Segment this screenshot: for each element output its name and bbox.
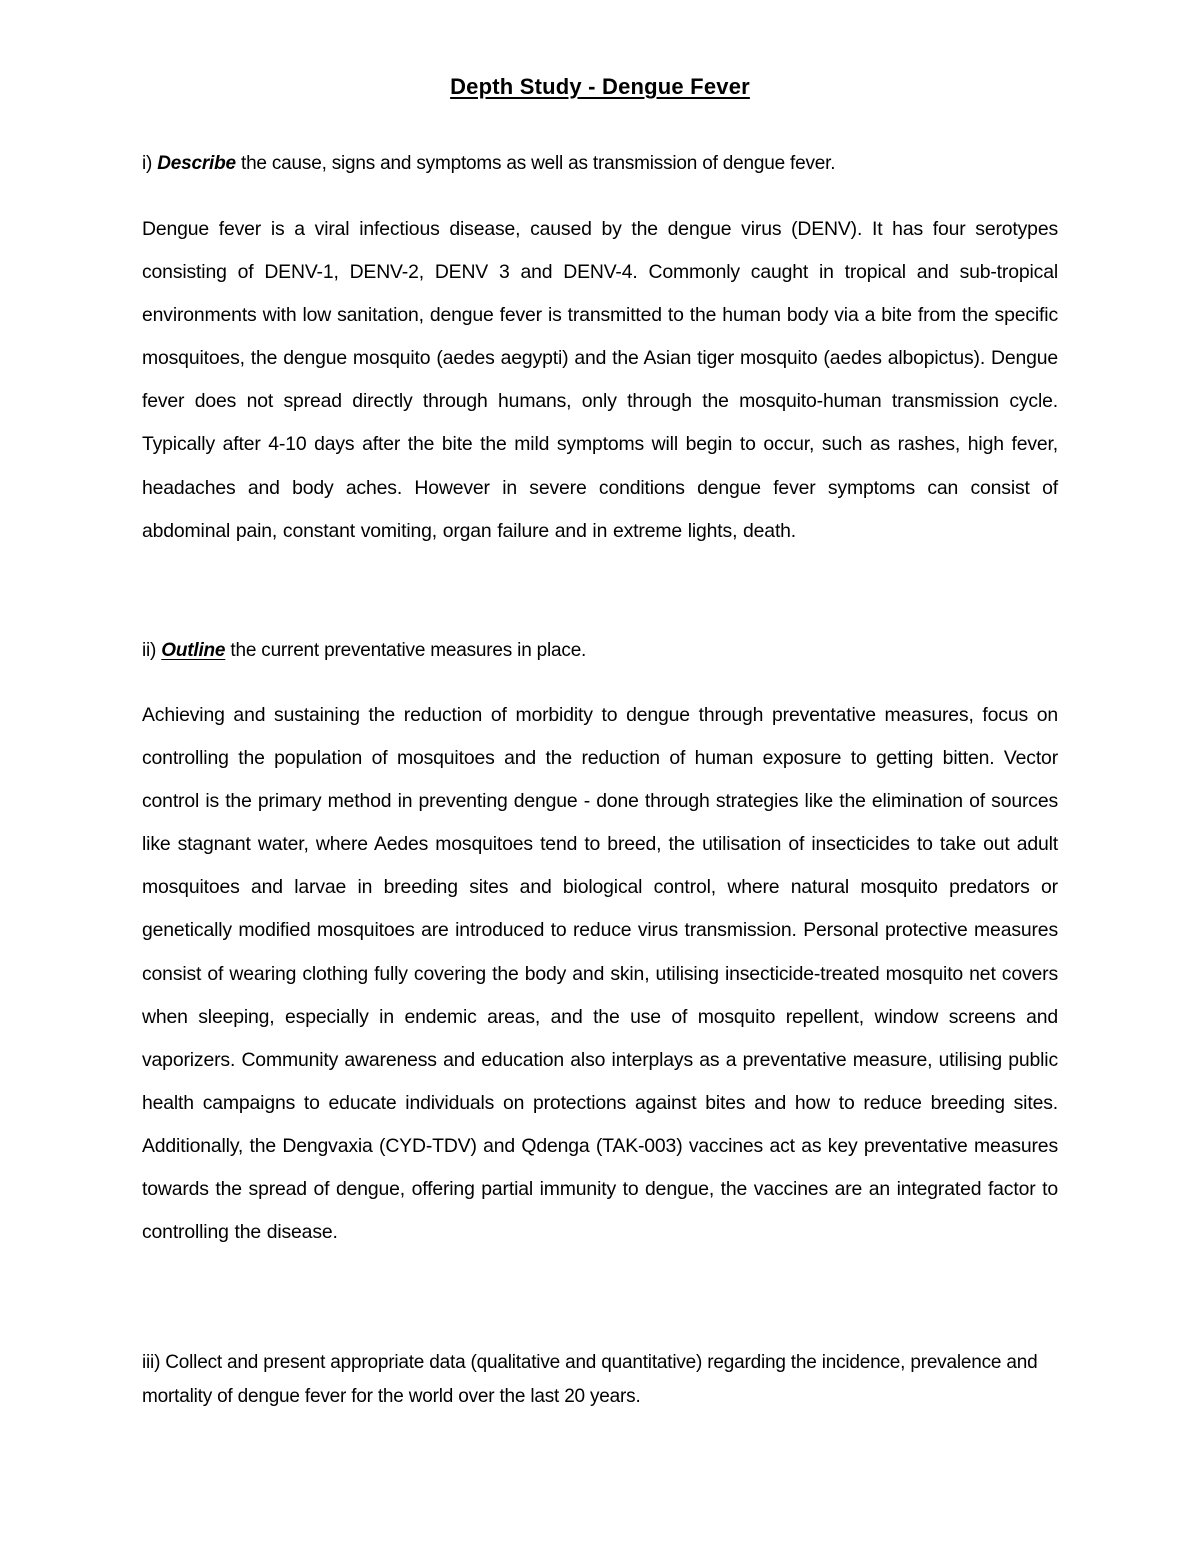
- question-1-number: i): [142, 153, 158, 174]
- question-2: [142, 634, 1062, 668]
- answer-1-paragraph: Dengue fever is a viral infectious disease, caused by the dengue virus (DENV). It has four serotypes consisting of DENV-1, DENV-2, DENV 3 and DENV-4. Commonly caught in tropical and sub-tropical environments with low sanitation, dengue fever is transmitted to the human body via a bite from the specific mosquitoes, the dengue mosquito (aedes aegypti) and the Asian tiger mosquito (aedes albopictus). Dengue fever does not spread directly through humans, only through the mosquito-human transmission cycle. Typically after 4-10 days after the bite the mild symptoms will begin to occur, such as rashes, high fever, headaches and body aches. However in severe conditions dengue fever symptoms can consist of abdominal pain, constant vomiting, organ failure and in extreme lights, death.: [142, 218, 1058, 542]
- question-2-keyword: Outline: [161, 640, 226, 661]
- question-2-text: the current preventative measures in place.: [225, 640, 587, 661]
- question-1-keyword: Describe: [157, 153, 236, 174]
- question-1-text: the cause, signs and symptoms as well as transmission of dengue fever.: [235, 153, 836, 174]
- question-2-number: ii): [142, 640, 162, 661]
- question-3: iii) Collect and present appropriate data (qualitative and quantitative) regarding the incidence, prevalence and mortality of dengue fever for the world over the last 20 years.: [142, 1352, 1038, 1407]
- page-title: Depth Study - Dengue Fever: [450, 74, 750, 99]
- answer-2-paragraph: Achieving and sustaining the reduction of morbidity to dengue through preventative measures, focus on controlling the population of mosquitoes and the reduction of human exposure to getting bitten. Vector control is the primary method in preventing dengue - done through strategies like the elimination of sources like stagnant water, where Aedes mosquitoes tend to breed, the utilisation of insecticides to take out adult mosquitoes and larvae in breeding sites and biological control, where natural mosquito predators or genetically modified mosquitoes are introduced to reduce virus transmission. Personal protective measures consist of wearing clothing fully covering the body and skin, utilising insecticide-treated mosquito net covers when sleeping, especially in endemic areas, and the use of mosquito repellent, window screens and vaporizers. Community awareness and education also interplays as a preventative measure, utilising public health campaigns to educate individuals on protections against bites and how to reduce breeding sites. Additionally, the Dengvaxia (CYD-TDV) and Qdenga (TAK-003) vaccines act as key preventative measures towards the spread of dengue, offering partial immunity to dengue, the vaccines are an integrated factor to controlling the disease.: [142, 704, 1058, 1244]
- question-1: [142, 147, 1062, 181]
